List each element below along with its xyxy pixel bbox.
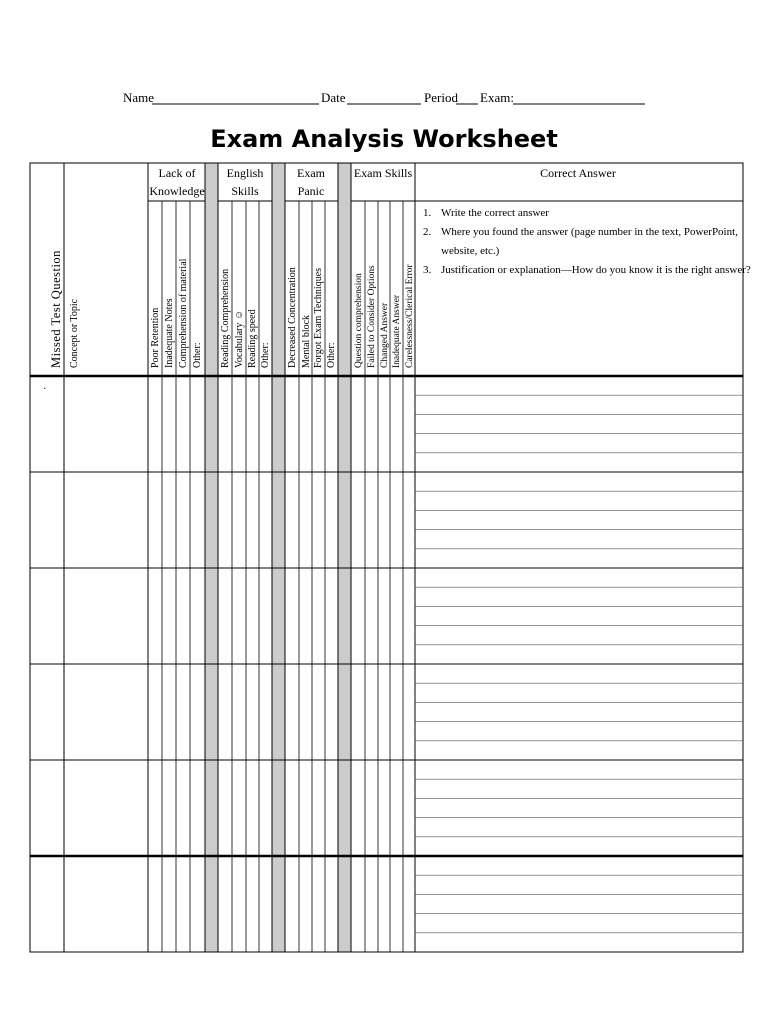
sub-column-label-2-3: Other: [326,342,337,368]
group-english-skills-line1: English [226,166,264,180]
sub-column-label-1-2: Reading speed [247,309,258,368]
worksheet-grid [30,163,743,952]
instruction-number-3: 3. [423,264,432,276]
sub-column-label-3-1: Failed to Consider Options [367,265,377,368]
sub-column-label-2-2: Forgot Exam Techniques [313,267,324,368]
group-exam-panic-line1: Exam [297,166,325,180]
sub-column-label-3-2: Changed Answer [380,302,390,368]
answer-row[interactable] [415,395,743,453]
separator-column [205,163,218,952]
sub-column-label-0-3: Other: [192,342,203,368]
page-title: Exam Analysis Worksheet [210,125,558,153]
concept-or-topic-header: Concept or Topic [69,298,80,368]
name-label: Name [123,90,155,105]
sub-column-label-3-0: Question comprehension [354,273,364,368]
answer-row[interactable] [415,491,743,549]
group-english-skills-line2: Skills [231,184,259,198]
exam-label: Exam: [480,90,514,105]
group-lack-of-knowledge-line2: Knowledge [149,184,205,198]
stray-mark: · [43,384,47,395]
answer-row[interactable] [415,875,743,933]
sub-column-label-1-1: Vocabulary ☺ [234,309,245,368]
sub-column-label-2-0: Decreased Concentration [287,267,298,368]
sub-column-label-0-1: Inadequate Notes [164,298,175,368]
group-lack-of-knowledge-line1: Lack of [158,166,196,180]
sub-column-label-3-4: Carelessness/Clerical Error [405,264,415,368]
sub-column-label-0-2: Comprehension of material [178,258,189,368]
instruction-text-1: Write the correct answer [441,207,549,219]
answer-row[interactable] [415,587,743,645]
period-label: Period [424,90,458,105]
correct-answer-header: Correct Answer [540,166,616,180]
sub-column-label-0-0: Poor Retention [150,307,161,368]
separator-column [338,163,351,952]
date-label: Date [321,90,346,105]
sub-column-label-1-3: Other: [260,342,271,368]
answer-row[interactable] [415,683,743,741]
group-exam-panic-line2: Panic [297,184,325,198]
table-frame [30,163,743,952]
sub-column-label-1-0: Reading Comprehension [220,268,231,368]
header-fields [123,90,645,105]
missed-test-question-header: Missed Test Question [49,250,63,368]
answer-row[interactable] [415,779,743,837]
instruction-text-2: Where you found the answer (page number in the text, PowerPoint, [441,226,738,238]
separator-column [272,163,285,952]
instruction-text-2: website, etc.) [441,245,500,257]
instruction-number-2: 2. [423,226,432,238]
sub-column-label-2-1: Mental block [301,314,312,368]
group-exam-skills: Exam Skills [353,166,413,180]
correct-answer-instructions [423,207,751,276]
instruction-text-3: Justification or explanation—How do you know it is the right answer? [441,264,751,276]
sub-column-label-3-3: Inadequate Answer [392,294,402,368]
instruction-number-1: 1. [423,207,432,219]
